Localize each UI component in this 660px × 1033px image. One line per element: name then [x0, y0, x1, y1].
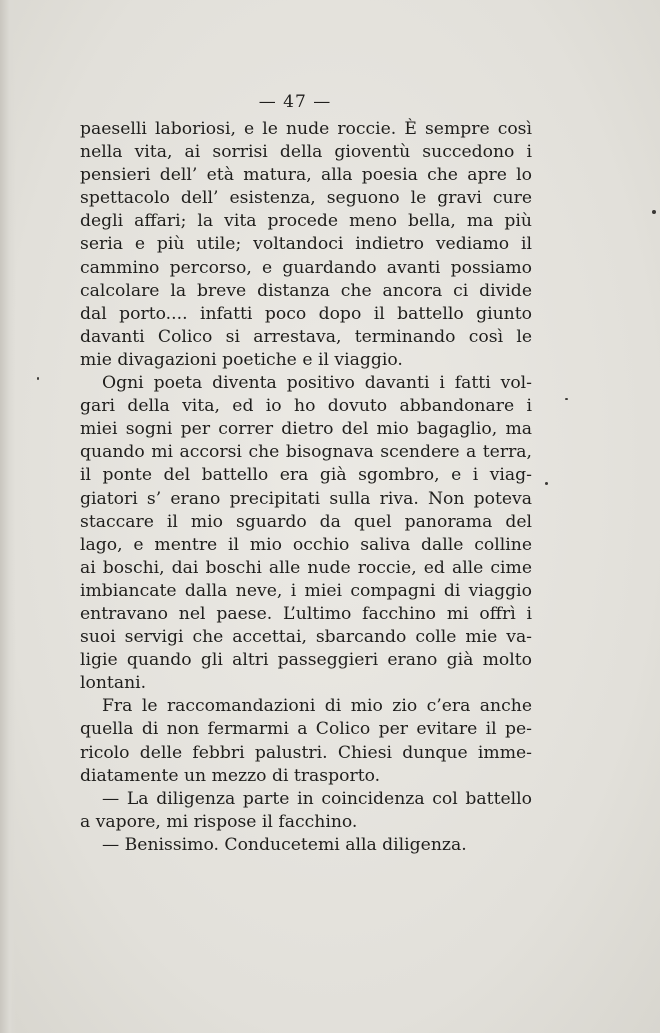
paragraph — [80, 834, 532, 857]
scan-speck — [565, 398, 568, 400]
page-number: — 47 — — [258, 92, 332, 112]
body-text — [80, 118, 532, 857]
text-line: Fra le raccomandazioni di mio zio c’era anche — [102, 696, 532, 717]
text-line: mie divagazioni poetiche e il viaggio. — [80, 349, 403, 370]
text-line: a vapore, mi rispose il facchino. — [80, 811, 358, 832]
scan-speck — [652, 210, 656, 214]
text-line: staccare il mio sguardo da quel panorama del — [80, 511, 532, 532]
text-line: quando mi accorsi che bisognava scendere a terra, — [80, 442, 532, 463]
text-line: diatamente un mezzo di trasporto. — [80, 765, 381, 786]
text-line: ligie quando gli altri passeggieri erano già molto — [80, 650, 532, 671]
scan-speck — [37, 377, 39, 380]
text-line: giatori s’ erano precipitati sulla riva. Non poteva — [80, 488, 532, 509]
text-line: — Benissimo. Conducetemi alla diligenza. — [102, 834, 467, 855]
text-line: ricolo delle febbri palustri. Chiesi dunque imme- — [80, 742, 532, 763]
text-line: gari della vita, ed io ho dovuto abbandonare i — [80, 396, 532, 417]
text-line: davanti Colico si arrestava, terminando così le — [80, 326, 532, 347]
text-line: degli affari; la vita procede meno bella, ma più — [80, 211, 532, 232]
text-line: nella vita, ai sorrisi della gioventù succedono i — [80, 142, 532, 163]
page-gutter-shadow — [0, 0, 16, 1033]
text-line: pensieri dell’ età matura, alla poesia che apre lo — [80, 165, 532, 186]
text-line: il ponte del battello era già sgombro, e i viag- — [80, 465, 532, 486]
text-line: paeselli laboriosi, e le nude roccie. È sempre così — [80, 119, 532, 139]
text-line: entravano nel paese. L’ultimo facchino mi offrì i — [80, 603, 532, 624]
paragraph — [80, 118, 532, 372]
text-line: cammino percorso, e guardando avanti possiamo — [80, 257, 532, 278]
text-line: Ogni poeta diventa positivo davanti i fatti vol- — [102, 373, 532, 394]
text-line: suoi servigi che accettai, sbarcando colle mie va- — [80, 627, 532, 648]
text-line: lago, e mentre il mio occhio saliva dalle colline — [80, 534, 532, 555]
paragraph — [80, 372, 532, 695]
text-line: — La diligenza parte in coincidenza col battello — [102, 788, 532, 809]
text-line: quella di non fermarmi a Colico per evitare il pe- — [80, 719, 532, 740]
text-line: dal porto.... infatti poco dopo il battello giunto — [80, 303, 532, 324]
scan-speck — [545, 482, 548, 485]
text-line: ai boschi, dai boschi alle nude roccie, ed alle cime — [80, 557, 532, 578]
text-line: miei sogni per correr dietro del mio bagaglio, ma — [80, 419, 532, 440]
paragraph — [80, 695, 532, 787]
text-line: spettacolo dell’ esistenza, seguono le gravi cure — [80, 188, 532, 209]
text-line: seria e più utile; voltandoci indietro vediamo il — [80, 234, 532, 255]
paragraph — [80, 788, 532, 834]
text-line: calcolare la breve distanza che ancora ci divide — [80, 280, 532, 301]
text-line: lontani. — [80, 673, 147, 694]
text-line: imbiancate dalla neve, i miei compagni di viaggio — [80, 580, 532, 601]
